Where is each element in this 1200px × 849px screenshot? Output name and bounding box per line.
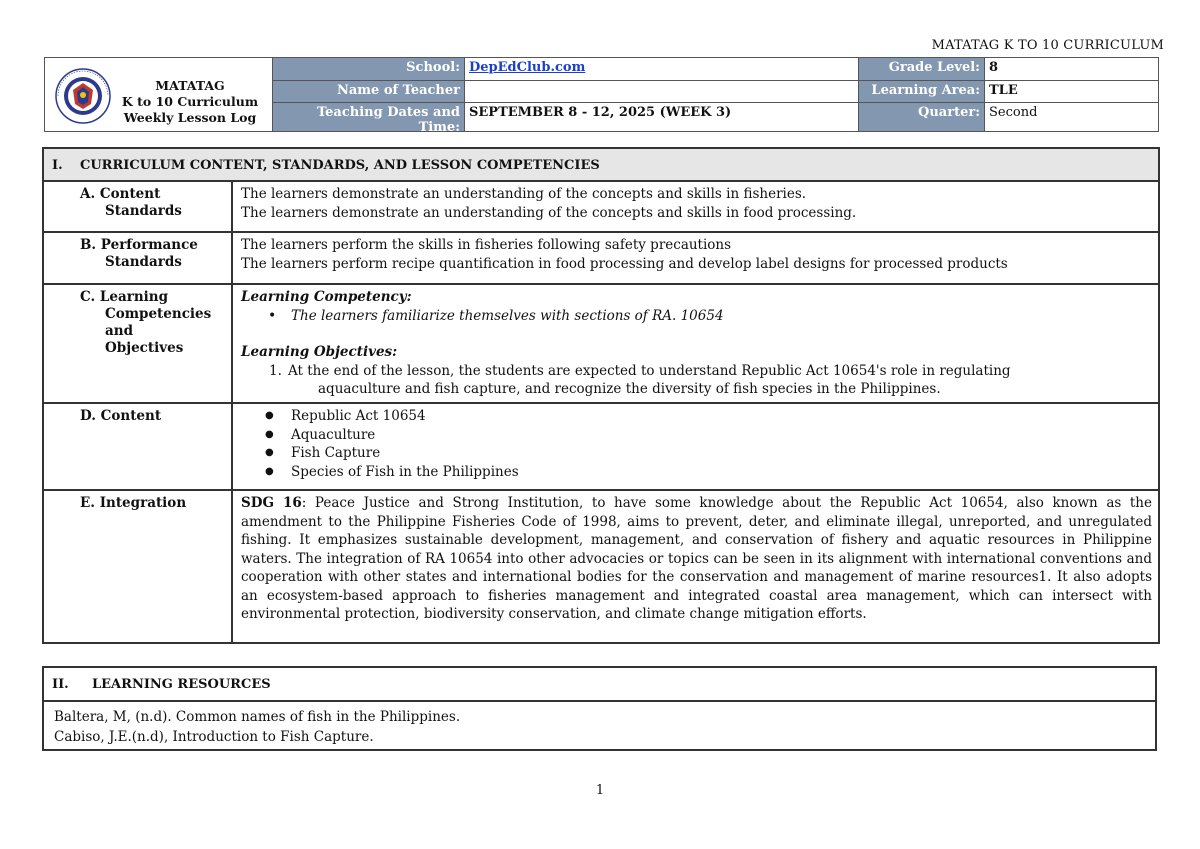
header-fields: [273, 58, 1158, 135]
teacher-value: [465, 81, 859, 102]
list-item: Cabiso, J.E.(n.d), Introduction to Fish Capture.: [54, 729, 374, 745]
deped-seal-icon: [55, 68, 111, 124]
list-item: ● Species of Fish in the Philippines: [241, 463, 1152, 482]
teacher-label: Name of Teacher: [273, 81, 465, 102]
content-standards-body: The learners demonstrate an understanding of the concepts and skills in fisheries. The learners demonstrate an understanding of the concepts and skills in food processing.: [241, 186, 857, 221]
dates-value: SEPTEMBER 8 - 12, 2025 (WEEK 3): [465, 103, 859, 131]
school-label: School:: [273, 58, 465, 80]
section1-heading: I. CURRICULUM CONTENT, STANDARDS, AND LESSON COMPETENCIES: [44, 149, 1158, 182]
list-item: ● Republic Act 10654: [241, 407, 1152, 426]
competencies-body: [233, 285, 1158, 402]
school-link[interactable]: DepEdClub.com: [469, 60, 586, 75]
list-item: ● Aquaculture: [241, 426, 1152, 445]
header-title: MATATAG K to 10 Curriculum Weekly Lesson Log: [121, 78, 259, 125]
header-table: [44, 57, 1159, 135]
objective-item: 1. At the end of the lesson, the students are expected to understand Republic Act 10654's role in regulating aquaculture and fish capture, and recognize the diversity of fish species in the Philippines.: [269, 362, 1011, 397]
objectives-heading: Learning Objectives:: [241, 344, 398, 360]
performance-standards-label: B. Performance Standards: [44, 233, 233, 283]
quarter-label: Quarter:: [859, 103, 985, 131]
row-performance-standards: [44, 233, 1158, 285]
content-standards-label: A. Content Standards: [44, 182, 233, 231]
integration-label: E. Integration: [44, 491, 233, 642]
section2-heading: II. LEARNING RESOURCES: [44, 668, 1155, 702]
integration-body: SDG 16: Peace Justice and Strong Institution, to have some knowledge about the Republic Act 10654, also known as the amendment to the Philippine Fisheries Code of 1998, aims to prevent, deter, and eliminate illegal, unreported, and unregulated fishing. It emphasizes sustainable development, management, and conservation of fishery and aquatic resources in Philippine waters. The integration of RA 10654 into other advocacies or topics can be seen in its alignment with international conventions and cooperation with other states and international bodies for the conservation and management of marine resources1. It also adopts an ecosystem-based approach to fisheries management and integrated coastal area management, which can intersect with environmental protection, biodiversity conservation, and climate change mitigation efforts.: [241, 495, 1152, 622]
grade-level-value: 8: [989, 60, 999, 75]
row-content: [44, 404, 1158, 491]
competency-item: • The learners familiarize themselves with sections of RA. 10654: [241, 307, 1152, 326]
list-item: ● Fish Capture: [241, 444, 1152, 463]
resources-list: [44, 702, 1155, 747]
header-logo-cell: [45, 58, 273, 131]
competencies-label: C. Learning Competencies and Objectives: [44, 285, 233, 402]
dates-label: Teaching Dates and Time:: [273, 103, 465, 131]
section-curriculum-content: [42, 147, 1160, 644]
page-number: 1: [595, 783, 605, 798]
row-content-standards: [44, 182, 1158, 233]
competency-heading: Learning Competency:: [241, 289, 412, 305]
quarter-value: Second: [989, 105, 1038, 120]
row-integration: [44, 491, 1158, 642]
school-value: [465, 58, 859, 80]
learning-area-label: Learning Area:: [859, 81, 985, 102]
competency-list: [241, 307, 1152, 326]
row-competencies: [44, 285, 1158, 404]
learning-area-value: TLE: [989, 83, 1018, 98]
content-label: D. Content: [44, 404, 233, 489]
section-learning-resources: [42, 666, 1157, 751]
list-item: Baltera, M, (n.d). Common names of fish in the Philippines.: [54, 709, 461, 725]
content-body: [233, 404, 1158, 489]
grade-level-label: Grade Level:: [859, 58, 985, 80]
performance-standards-body: The learners perform the skills in fisheries following safety precautions The learners perform recipe quantification in food processing and develop label designs for processed products: [241, 237, 1008, 272]
curriculum-tag: MATATAG K TO 10 CURRICULUM: [931, 38, 1164, 53]
content-list: [241, 407, 1152, 481]
